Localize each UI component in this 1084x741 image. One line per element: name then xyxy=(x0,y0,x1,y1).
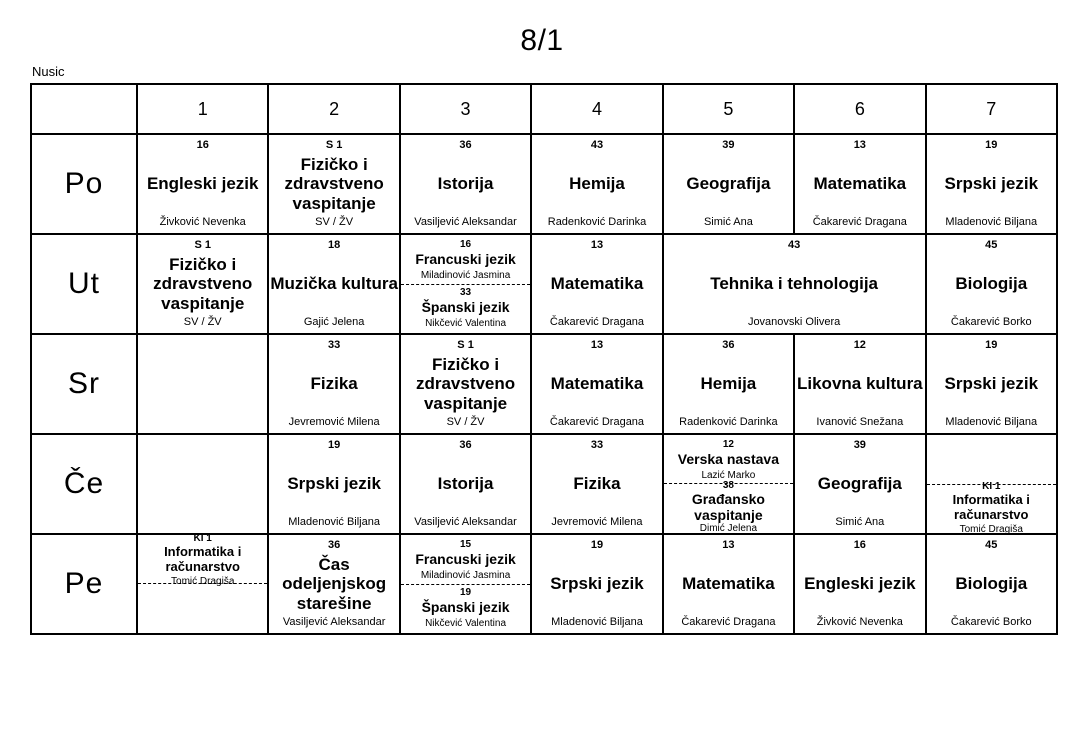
lesson-cell[interactable] xyxy=(794,134,925,234)
period-header: 5 xyxy=(663,84,794,134)
room-code: 19 xyxy=(328,439,341,451)
lesson-cell[interactable] xyxy=(268,334,399,434)
lesson-cell[interactable] xyxy=(400,134,531,234)
day-label: Pe xyxy=(31,534,137,634)
room-code: 13 xyxy=(722,539,735,551)
timetable-page xyxy=(0,24,1084,741)
lesson-entry[interactable] xyxy=(269,137,398,231)
subject-name: Matematika xyxy=(550,274,644,294)
period-header: 1 xyxy=(137,84,268,134)
subject-name: Španski jezik xyxy=(421,298,510,315)
teacher-name: Čakarević Dragana xyxy=(681,616,776,629)
schedule-head xyxy=(31,84,1057,134)
teacher-name: Čakarević Borko xyxy=(950,316,1032,329)
lesson-entry[interactable] xyxy=(138,137,267,231)
teacher-name: Mladenović Biljana xyxy=(945,416,1038,429)
lesson-cell[interactable] xyxy=(268,234,399,334)
lesson-cell[interactable] xyxy=(926,534,1057,634)
subject-name: Građansko vaspitanje xyxy=(691,490,765,523)
teacher-name: Čakarević Dragana xyxy=(549,416,645,429)
lesson-cell[interactable] xyxy=(400,534,531,634)
teacher-name: Simić Ana xyxy=(703,216,753,229)
lesson-entry[interactable] xyxy=(795,537,924,631)
subject-name: Biologija xyxy=(955,274,1028,294)
teacher-name: Vasiljević Aleksandar xyxy=(414,516,517,529)
lesson-entry[interactable] xyxy=(795,137,924,231)
period-header: 7 xyxy=(926,84,1057,134)
table-row xyxy=(31,234,1057,334)
lesson-entry[interactable] xyxy=(927,537,1056,631)
lesson-entry[interactable] xyxy=(795,337,924,431)
teacher-name: Čakarević Dragana xyxy=(812,216,907,229)
lesson-entry[interactable] xyxy=(664,537,793,631)
table-row xyxy=(31,534,1057,634)
lesson-entry[interactable] xyxy=(401,537,530,584)
room-code: KI 1 xyxy=(982,480,1001,492)
teacher-name: Mladenović Biljana xyxy=(945,216,1038,229)
lesson-cell[interactable] xyxy=(926,334,1057,434)
teacher-name: Jovanovski Olivera xyxy=(747,316,841,329)
lesson-entry[interactable] xyxy=(664,337,793,431)
room-code: 12 xyxy=(853,339,866,351)
table-row xyxy=(31,334,1057,434)
lesson-entry[interactable] xyxy=(927,480,1056,535)
subject-name: Čas odeljenjskog starešine xyxy=(282,555,387,613)
room-code: 43 xyxy=(590,139,604,151)
subject-name: Biologija xyxy=(955,574,1028,594)
lesson-entry[interactable] xyxy=(664,480,793,535)
schedule-table xyxy=(30,83,1058,635)
room-code: 39 xyxy=(853,439,866,451)
room-code: S 1 xyxy=(194,239,211,251)
lesson-entry[interactable] xyxy=(927,137,1056,231)
lesson-entry[interactable] xyxy=(664,137,793,231)
lesson-entry[interactable] xyxy=(138,237,267,331)
room-code: 19 xyxy=(985,339,998,351)
period-header: 6 xyxy=(794,84,925,134)
lesson-cell[interactable] xyxy=(926,434,1057,534)
lesson-cell[interactable] xyxy=(531,134,662,234)
lesson-cell[interactable] xyxy=(400,334,531,434)
lesson-cell[interactable] xyxy=(531,234,662,334)
lesson-cell[interactable] xyxy=(794,534,925,634)
lesson-cell[interactable] xyxy=(794,434,925,534)
teacher-name: Ivanović Snežana xyxy=(816,416,904,429)
empty-cell xyxy=(137,334,268,434)
lesson-entry[interactable] xyxy=(532,337,661,431)
lesson-entry[interactable] xyxy=(532,437,661,531)
lesson-entry[interactable] xyxy=(401,585,530,632)
room-code: 12 xyxy=(722,439,734,450)
empty-cell xyxy=(137,434,268,534)
room-code: 36 xyxy=(328,539,341,551)
period-header: 2 xyxy=(268,84,399,134)
table-row xyxy=(31,434,1057,534)
room-code: 19 xyxy=(459,586,472,598)
period-header: 4 xyxy=(531,84,662,134)
lesson-cell[interactable] xyxy=(663,534,794,634)
subject-name: Francuski jezik xyxy=(415,551,516,568)
day-label: Ut xyxy=(31,234,137,334)
teacher-name: Gajić Jelena xyxy=(303,316,365,329)
lesson-entry[interactable] xyxy=(532,237,661,331)
room-code: 33 xyxy=(590,439,604,451)
room-code: 19 xyxy=(985,139,998,151)
schedule-body xyxy=(31,134,1057,634)
subject-name: Muzička kultura xyxy=(270,274,398,294)
subject-name: Informatika i računarstvo xyxy=(164,544,242,574)
teacher-name: Radenković Darinka xyxy=(547,216,647,229)
room-code: 16 xyxy=(459,239,472,250)
subject-name: Hemija xyxy=(569,174,625,194)
subject-name: Hemija xyxy=(700,374,757,394)
room-code: 36 xyxy=(459,139,472,151)
lesson-entry[interactable] xyxy=(138,532,267,587)
table-row xyxy=(31,134,1057,234)
teacher-name: Nikčević Valentina xyxy=(425,617,507,629)
lesson-entry[interactable] xyxy=(401,337,530,431)
room-code: 16 xyxy=(196,139,209,151)
subject-name: Fizičko i zdravstveno vaspitanje xyxy=(415,355,516,413)
room-code: KI 1 xyxy=(193,532,212,544)
room-code: 13 xyxy=(590,339,604,351)
teacher-name: SV / ŽV xyxy=(446,416,485,429)
teacher-name: Čakarević Borko xyxy=(950,616,1032,629)
room-code: 13 xyxy=(590,239,604,251)
subject-name: Tehnika i tehnologija xyxy=(710,274,879,294)
room-code: 33 xyxy=(459,286,472,298)
subject-name: Francuski jezik xyxy=(415,251,516,268)
teacher-name: Nikčević Valentina xyxy=(425,317,507,329)
subject-name: Informatika i računarstvo xyxy=(952,492,1030,522)
lesson-entry[interactable] xyxy=(664,437,793,483)
subject-name: Srpski jezik xyxy=(944,174,1039,194)
subject-name: Istorija xyxy=(437,474,494,494)
lesson-cell[interactable] xyxy=(400,234,531,334)
teacher-name: Jevremović Milena xyxy=(288,416,380,429)
lesson-cell[interactable] xyxy=(663,434,794,534)
room-code: 13 xyxy=(853,139,866,151)
teacher-name: Živković Nevenka xyxy=(816,616,903,629)
corner-cell xyxy=(31,84,137,134)
day-label: Če xyxy=(31,434,137,534)
room-code: 36 xyxy=(722,339,735,351)
subject-name: Istorija xyxy=(437,174,494,194)
subject-name: Matematika xyxy=(550,374,644,394)
lesson-entry[interactable] xyxy=(269,537,398,631)
teacher-name: Tomić Dragiša xyxy=(959,523,1023,535)
day-label: Sr xyxy=(31,334,137,434)
room-code: S 1 xyxy=(457,339,474,351)
lesson-cell[interactable] xyxy=(663,134,794,234)
teacher-name: Vasiljević Aleksandar xyxy=(414,216,517,229)
lesson-cell[interactable] xyxy=(268,534,399,634)
lesson-entry[interactable] xyxy=(269,437,398,531)
lesson-cell[interactable] xyxy=(663,234,926,334)
teacher-name: Mladenović Biljana xyxy=(288,516,380,529)
room-code: 18 xyxy=(328,239,341,251)
room-code: 33 xyxy=(328,339,341,351)
lesson-cell[interactable] xyxy=(531,434,662,534)
lesson-entry[interactable] xyxy=(664,237,925,331)
teacher-name: Jevremović Milena xyxy=(551,516,643,529)
teacher-name: Radenković Darinka xyxy=(679,416,778,429)
page-subtitle: Nusic xyxy=(32,64,65,79)
lesson-cell[interactable] xyxy=(268,134,399,234)
teacher-name: Mladenović Biljana xyxy=(551,616,643,629)
room-code: 16 xyxy=(853,539,866,551)
teacher-name: Simić Ana xyxy=(835,516,885,529)
subject-name: Srpski jezik xyxy=(944,374,1039,394)
lesson-entry[interactable] xyxy=(269,337,398,431)
teacher-name: Miladinović Jasmina xyxy=(420,570,511,581)
lesson-entry[interactable] xyxy=(532,137,661,231)
subject-name: Engleski jezik xyxy=(146,174,259,194)
lesson-cell[interactable] xyxy=(926,234,1057,334)
lesson-entry[interactable] xyxy=(927,337,1056,431)
lesson-cell[interactable] xyxy=(137,234,268,334)
teacher-name: Vasiljević Aleksandar xyxy=(282,616,386,629)
room-code: S 1 xyxy=(325,139,343,151)
lesson-entry[interactable] xyxy=(401,285,530,332)
room-code: 39 xyxy=(722,139,735,151)
teacher-name: Živković Nevenka xyxy=(159,216,246,229)
subject-name: Fizika xyxy=(310,374,358,394)
subject-name: Matematika xyxy=(682,574,775,594)
teacher-name: Tomić Dragiša xyxy=(171,575,235,587)
subject-name: Verska nastava xyxy=(677,451,779,468)
room-code: 45 xyxy=(985,239,998,251)
lesson-cell[interactable] xyxy=(531,334,662,434)
subject-name: Geografija xyxy=(686,174,771,194)
lesson-entry[interactable] xyxy=(927,237,1056,331)
teacher-name: Čakarević Dragana xyxy=(549,316,645,329)
teacher-name: SV / ŽV xyxy=(183,316,222,329)
group-divider xyxy=(138,583,267,584)
room-code: 38 xyxy=(722,480,734,492)
lesson-cell[interactable] xyxy=(794,334,925,434)
room-code: 36 xyxy=(459,439,472,451)
subject-name: Fizičko i zdravstveno vaspitanje xyxy=(284,155,384,213)
subject-name: Srpski jezik xyxy=(287,474,381,494)
lesson-entry[interactable] xyxy=(795,437,924,531)
header-row xyxy=(31,84,1057,134)
lesson-cell[interactable] xyxy=(400,434,531,534)
subject-name: Španski jezik xyxy=(421,598,510,615)
subject-name: Geografija xyxy=(817,474,902,494)
teacher-name: Lazić Marko xyxy=(701,469,756,481)
teacher-name: Miladinović Jasmina xyxy=(420,270,511,281)
subject-name: Likovna kultura xyxy=(797,374,923,394)
teacher-name: Dimić Jelena xyxy=(699,523,758,535)
room-code: 45 xyxy=(985,539,998,551)
lesson-cell[interactable] xyxy=(926,134,1057,234)
lesson-cell[interactable] xyxy=(137,534,268,634)
room-code: 43 xyxy=(787,239,801,251)
subject-name: Engleski jezik xyxy=(804,574,916,594)
subject-name: Fizičko i zdravstveno vaspitanje xyxy=(153,255,253,313)
lesson-entry[interactable] xyxy=(269,237,398,331)
lesson-cell[interactable] xyxy=(268,434,399,534)
period-header: 3 xyxy=(400,84,531,134)
lesson-entry[interactable] xyxy=(401,137,530,231)
room-code: 15 xyxy=(459,539,472,550)
subject-name: Srpski jezik xyxy=(550,574,644,594)
lesson-entry[interactable] xyxy=(401,437,530,531)
subject-name: Matematika xyxy=(813,174,907,194)
lesson-cell[interactable] xyxy=(531,534,662,634)
lesson-cell[interactable] xyxy=(663,334,794,434)
subject-name: Fizika xyxy=(573,474,621,494)
lesson-entry[interactable] xyxy=(401,237,530,284)
lesson-entry[interactable] xyxy=(532,537,661,631)
page-title: 8/1 xyxy=(520,24,564,57)
teacher-name: SV / ŽV xyxy=(315,216,354,229)
room-code: 19 xyxy=(590,539,604,551)
day-label: Po xyxy=(31,134,137,234)
lesson-cell[interactable] xyxy=(137,134,268,234)
